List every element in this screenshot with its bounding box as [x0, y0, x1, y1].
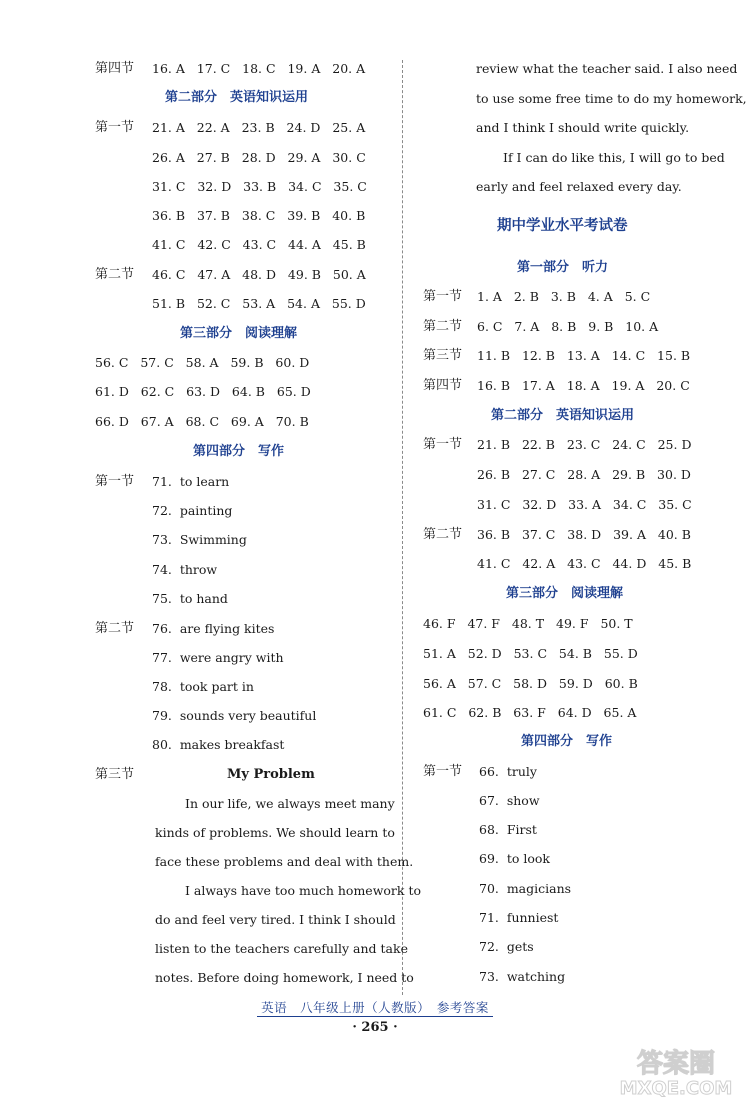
answer-row: 11. B 12. B 13. A 14. C 15. B: [477, 348, 691, 363]
part-heading: 第三部分 阅读理解: [506, 586, 624, 601]
answer-item: 77. were angry with: [152, 650, 284, 665]
answer-row: 66. D 67. A 68. C 69. A 70. B: [95, 414, 309, 429]
answer-item: 74. throw: [152, 562, 218, 577]
answer-row: 41. C 42. C 43. C 44. A 45. B: [152, 237, 366, 252]
answer-item: 72. gets: [479, 939, 534, 954]
answer-item: 79. sounds very beautiful: [152, 708, 317, 723]
section-label: 第一节: [95, 120, 135, 135]
section-label: 第二节: [423, 527, 463, 542]
part-heading: 第二部分 英语知识运用: [491, 408, 635, 423]
essay-line: notes. Before doing homework, I need to: [155, 970, 414, 985]
answer-item: 73. watching: [479, 969, 566, 984]
section-label: 第三节: [423, 348, 463, 363]
answer-row: 46. F 47. F 48. T 49. F 50. T: [423, 616, 633, 631]
essay-line: to use some free time to do my homework,: [476, 91, 747, 106]
answer-item: 78. took part in: [152, 679, 254, 694]
answer-item: 73. Swimming: [152, 532, 247, 547]
answer-row: 61. C 62. B 63. F 64. D 65. A: [423, 705, 637, 720]
answer-row: 16. B 17. A 18. A 19. A 20. C: [477, 378, 690, 393]
answer-row: 26. B 27. C 28. A 29. B 30. D: [477, 467, 691, 482]
essay-line: I always have too much homework to: [185, 883, 421, 898]
answer-item: 67. show: [479, 793, 540, 808]
answer-row: 46. C 47. A 48. D 49. B 50. A: [152, 267, 366, 282]
essay-line: face these problems and deal with them.: [155, 854, 414, 869]
page-number: · 265 ·: [352, 1020, 398, 1035]
essay-line: kinds of problems. We should learn to: [155, 825, 395, 840]
answer-item: 76. are flying kites: [152, 621, 275, 636]
section-label: 第二节: [423, 319, 463, 334]
section-label: 第一节: [95, 474, 135, 489]
answer-item: 72. painting: [152, 503, 233, 518]
answer-row: 6. C 7. A 8. B 9. B 10. A: [477, 319, 659, 334]
section-label: 第四节: [423, 378, 463, 393]
answer-item: 71. funniest: [479, 910, 559, 925]
page-footer: [0, 998, 750, 1016]
answer-row: 26. A 27. B 28. D 29. A 30. C: [152, 150, 366, 165]
answer-row: 31. C 32. D 33. A 34. C 35. C: [477, 497, 692, 512]
answer-row: 51. A 52. D 53. C 54. B 55. D: [423, 646, 638, 661]
part-heading: 第四部分 写作: [521, 734, 613, 749]
part-heading: 第三部分 阅读理解: [180, 326, 298, 341]
answer-row: 16. A 17. C 18. C 19. A 20. A: [152, 61, 366, 76]
section-label: 第一节: [423, 437, 463, 452]
answer-item: 75. to hand: [152, 591, 228, 606]
answer-row: 61. D 62. C 63. D 64. B 65. D: [95, 384, 311, 399]
essay-title: My Problem: [227, 767, 315, 782]
section-label: 第二节: [95, 267, 135, 282]
part-heading: 第一部分 听力: [517, 260, 609, 275]
answer-row: 41. C 42. A 43. C 44. D 45. B: [477, 556, 692, 571]
section-label: 第三节: [95, 767, 135, 782]
answer-row: 56. A 57. C 58. D 59. D 60. B: [423, 676, 638, 691]
answer-row: 56. C 57. C 58. A 59. B 60. D: [95, 355, 310, 370]
answer-row: 36. B 37. B 38. C 39. B 40. B: [152, 208, 366, 223]
answer-row: 31. C 32. D 33. B 34. C 35. C: [152, 179, 367, 194]
essay-line: If I can do like this, I will go to bed: [503, 150, 725, 165]
essay-line: In our life, we always meet many: [185, 796, 395, 811]
answer-item: 66. truly: [479, 764, 537, 779]
answer-item: 80. makes breakfast: [152, 737, 285, 752]
part-heading: 第二部分 英语知识运用: [165, 90, 309, 105]
answer-item: 71. to learn: [152, 474, 230, 489]
answer-item: 68. First: [479, 822, 537, 837]
essay-line: review what the teacher said. I also need: [476, 61, 738, 76]
answer-row: 51. B 52. C 53. A 54. A 55. D: [152, 296, 366, 311]
section-label: 第一节: [423, 764, 463, 779]
answer-row: 21. A 22. A 23. B 24. D 25. A: [152, 120, 366, 135]
watermark-text-bottom: MXQE.COM: [619, 1078, 733, 1097]
answer-row: 21. B 22. B 23. C 24. C 25. D: [477, 437, 692, 452]
footer-book-title: 英语 八年级上册（人教版） 参考答案: [257, 1000, 493, 1017]
answer-row: 1. A 2. B 3. B 4. A 5. C: [477, 289, 651, 304]
essay-line: and I think I should write quickly.: [476, 120, 690, 135]
watermark-logo: [612, 1042, 740, 1097]
essay-line: early and feel relaxed every day.: [476, 179, 682, 194]
section-label: 第一节: [423, 289, 463, 304]
answer-item: 70. magicians: [479, 881, 572, 896]
exam-title: 期中学业水平考试卷: [497, 218, 628, 234]
section-label: 第四节: [95, 61, 135, 76]
section-label: 第二节: [95, 621, 135, 636]
answer-item: 69. to look: [479, 851, 550, 866]
essay-line: do and feel very tired. I think I should: [155, 912, 396, 927]
essay-line: listen to the teachers carefully and take: [155, 941, 408, 956]
part-heading: 第四部分 写作: [193, 444, 285, 459]
answer-row: 36. B 37. C 38. D 39. A 40. B: [477, 527, 691, 542]
watermark-text-top: 答案圈: [636, 1049, 716, 1079]
